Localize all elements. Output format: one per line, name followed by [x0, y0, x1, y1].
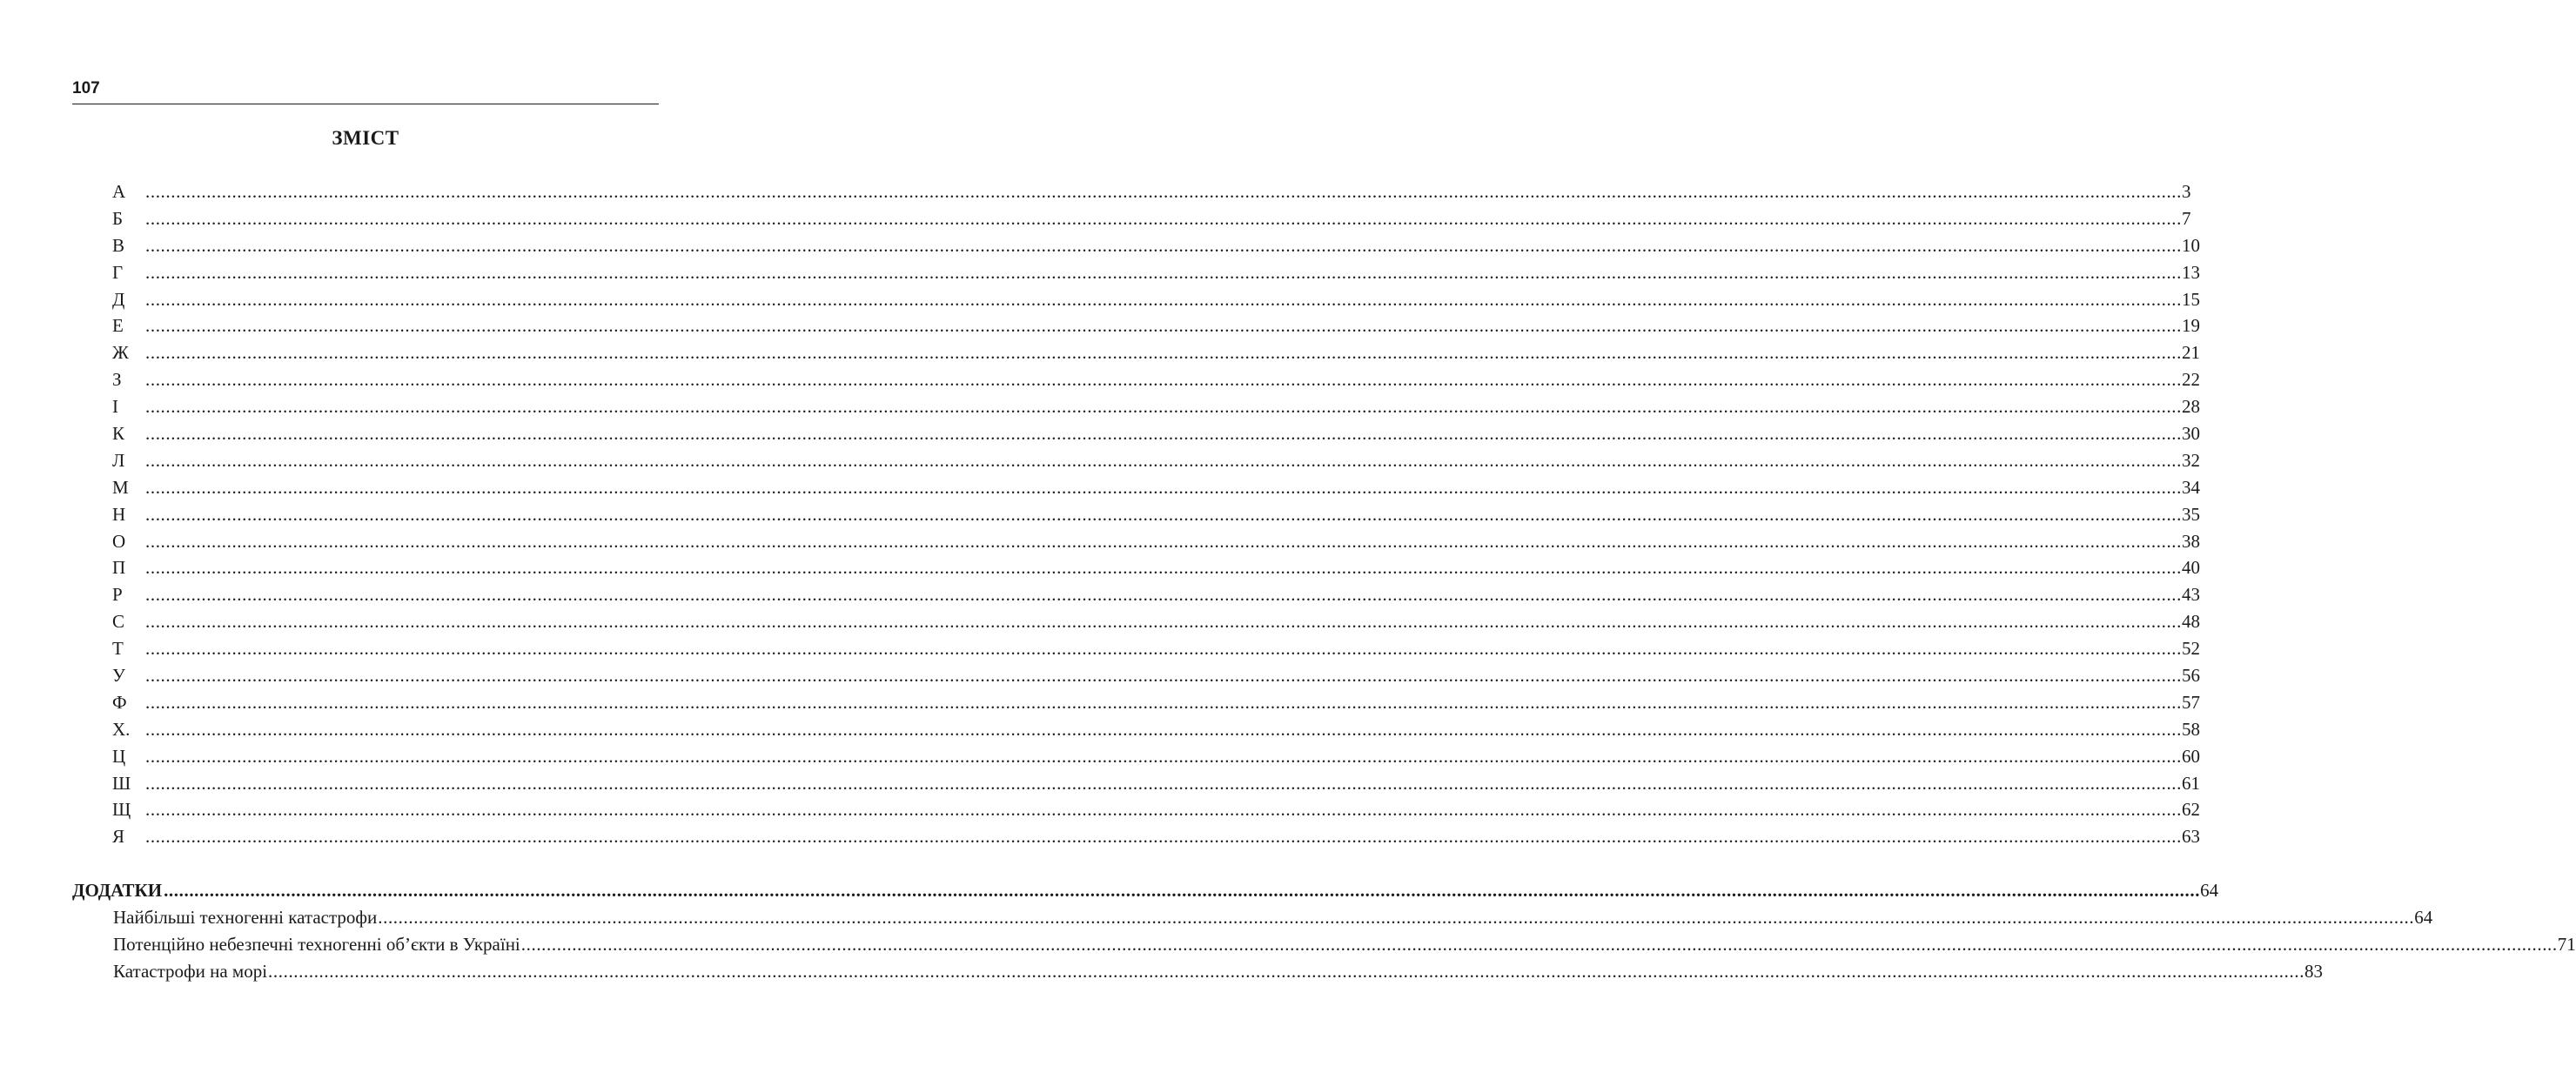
appendix-title: ДОДАТКИ [72, 880, 163, 901]
toc-page-number: 7 [2182, 207, 2191, 229]
toc-row[interactable] [112, 312, 2200, 339]
appendix-item-label: Найбільші техногенні катастрофи [113, 907, 378, 928]
toc-page-number: 61 [2182, 772, 2200, 794]
page-number: 107 [72, 79, 100, 97]
toc-page-number: 30 [2182, 423, 2200, 445]
appendix-items [72, 904, 2576, 985]
toc-row[interactable] [112, 770, 2200, 797]
toc-letter: У [112, 665, 125, 687]
appendix-item[interactable] [113, 958, 2324, 985]
toc-row[interactable] [112, 662, 2200, 689]
toc-row[interactable] [112, 689, 2200, 716]
toc-row[interactable] [112, 635, 2200, 662]
toc-letter: К [112, 423, 125, 445]
toc-letter: Б [112, 207, 124, 229]
dot-leader: ................................................................................................................................................................................................................................................................................................................................................................................................................ [145, 288, 2182, 310]
toc-page-number: 43 [2182, 584, 2200, 606]
dot-leader: ................................................................................................................................................................................................................................................................................................................................................................................................................ [145, 207, 2182, 229]
toc-page-number: 58 [2182, 718, 2200, 740]
toc-row[interactable] [112, 286, 2200, 313]
toc-page-number: 52 [2182, 638, 2200, 660]
dot-leader: ................................................................................................................................................................................................................................................................................................................................................................................................................ [520, 934, 2558, 955]
dot-leader: ................................................................................................................................................................................................................................................................................................................................................................................................................ [145, 261, 2182, 283]
dot-leader: ................................................................................................................................................................................................................................................................................................................................................................................................................ [145, 342, 2182, 364]
toc-page-number: 3 [2182, 181, 2191, 202]
toc-row[interactable] [112, 796, 2200, 823]
toc-row[interactable] [112, 205, 2191, 232]
dot-leader: ................................................................................................................................................................................................................................................................................................................................................................................................................ [145, 315, 2182, 337]
toc-page-number: 60 [2182, 745, 2200, 767]
toc-page-number: 40 [2182, 557, 2200, 579]
toc-letter: Ж [112, 342, 129, 364]
page-title: ЗМІСТ [332, 127, 399, 149]
toc-row[interactable] [112, 259, 2200, 286]
toc-letter: А [112, 181, 126, 202]
toc-letter: Я [112, 826, 125, 848]
dot-leader: ................................................................................................................................................................................................................................................................................................................................................................................................................ [145, 396, 2182, 418]
dot-leader: ................................................................................................................................................................................................................................................................................................................................................................................................................ [145, 691, 2182, 713]
dot-leader: ................................................................................................................................................................................................................................................................................................................................................................................................................ [378, 907, 2415, 928]
toc-row[interactable] [112, 554, 2200, 581]
dot-leader: ................................................................................................................................................................................................................................................................................................................................................................................................................ [145, 584, 2182, 606]
toc-letter: Щ [112, 799, 131, 821]
toc-letter: П [112, 557, 126, 579]
toc-row[interactable] [112, 393, 2200, 420]
toc-row[interactable] [112, 339, 2200, 366]
toc-page-number: 22 [2182, 369, 2200, 391]
appendix-item[interactable] [113, 931, 2576, 958]
dot-leader: ................................................................................................................................................................................................................................................................................................................................................................................................................ [145, 503, 2182, 525]
toc-page-number: 21 [2182, 342, 2200, 364]
appendix-item-label: Потенційно небезпечні техногенні об’єкти в Україні [113, 934, 520, 955]
toc-page-number: 19 [2182, 315, 2200, 337]
toc-letter: Т [112, 638, 124, 660]
toc-page-number: 57 [2182, 691, 2200, 713]
toc-row[interactable] [112, 366, 2200, 393]
appendix-item[interactable] [113, 904, 2433, 931]
toc-letter: В [112, 234, 125, 256]
dot-leader: ................................................................................................................................................................................................................................................................................................................................................................................................................ [145, 665, 2182, 687]
dot-leader: ................................................................................................................................................................................................................................................................................................................................................................................................................ [145, 611, 2182, 633]
toc-page-number: 63 [2182, 826, 2200, 848]
toc-letter: Ф [112, 691, 127, 713]
toc-page-number: 34 [2182, 476, 2200, 498]
appendix-item-page: 64 [2414, 907, 2433, 928]
toc-letter: Г [112, 261, 124, 283]
toc-row[interactable] [112, 716, 2200, 743]
toc-row[interactable] [112, 823, 2200, 850]
dot-leader: ................................................................................................................................................................................................................................................................................................................................................................................................................ [145, 181, 2182, 202]
toc-letter: І [112, 396, 118, 418]
toc-row[interactable] [112, 608, 2200, 635]
toc-letter: Ш [112, 772, 131, 794]
appendix-section [72, 877, 2576, 985]
toc-row[interactable] [112, 581, 2200, 608]
toc-letter: Р [112, 584, 123, 606]
toc-page-number: 62 [2182, 799, 2200, 821]
toc-letter: Л [112, 449, 125, 471]
toc-letter: Д [112, 288, 125, 310]
toc-letter: З [112, 369, 122, 391]
toc-row[interactable] [112, 232, 2200, 259]
dot-leader: ................................................................................................................................................................................................................................................................................................................................................................................................................ [145, 423, 2182, 445]
toc-page-number: 28 [2182, 396, 2200, 418]
toc-letter: М [112, 476, 129, 498]
dot-leader: ................................................................................................................................................................................................................................................................................................................................................................................................................ [268, 961, 2305, 982]
toc-page-number: 38 [2182, 530, 2200, 552]
dot-leader: ................................................................................................................................................................................................................................................................................................................................................................................................................ [145, 530, 2182, 552]
toc-row[interactable] [112, 474, 2200, 501]
dot-leader: ................................................................................................................................................................................................................................................................................................................................................................................................................ [145, 449, 2182, 471]
toc-letter: Н [112, 503, 126, 525]
toc-page-number: 48 [2182, 611, 2200, 633]
dot-leader: ................................................................................................................................................................................................................................................................................................................................................................................................................ [145, 557, 2182, 579]
appendix-item-page: 71 [2557, 934, 2576, 955]
toc-letter: Е [112, 315, 124, 337]
toc-row[interactable] [112, 420, 2200, 447]
toc-letter: С [112, 611, 125, 633]
toc-letter: Х. [112, 718, 131, 740]
toc-row[interactable] [112, 178, 2191, 205]
toc-page-number: 32 [2182, 449, 2200, 471]
dot-leader: ................................................................................................................................................................................................................................................................................................................................................................................................................ [145, 369, 2182, 391]
dot-leader: ................................................................................................................................................................................................................................................................................................................................................................................................................ [145, 234, 2182, 256]
toc-page-number: 15 [2182, 288, 2200, 310]
dot-leader: ................................................................................................................................................................................................................................................................................................................................................................................................................ [145, 638, 2182, 660]
toc-row[interactable] [112, 447, 2200, 474]
appendix-heading-row[interactable] [72, 877, 2219, 904]
toc-row[interactable] [112, 743, 2200, 770]
toc-page-number: 13 [2182, 261, 2200, 283]
toc-row[interactable] [112, 528, 2200, 555]
toc-page-number: 56 [2182, 665, 2200, 687]
table-of-contents [112, 178, 2200, 850]
toc-letter: Ц [112, 745, 126, 767]
dot-leader: ................................................................................................................................................................................................................................................................................................................................................................................................................ [164, 880, 2201, 901]
dot-leader: ................................................................................................................................................................................................................................................................................................................................................................................................................ [145, 745, 2182, 767]
toc-letter: О [112, 530, 126, 552]
toc-row[interactable] [112, 501, 2200, 528]
dot-leader: ................................................................................................................................................................................................................................................................................................................................................................................................................ [145, 476, 2182, 498]
dot-leader: ................................................................................................................................................................................................................................................................................................................................................................................................................ [145, 799, 2182, 821]
appendix-item-label: Катастрофи на морі [113, 961, 268, 982]
dot-leader: ................................................................................................................................................................................................................................................................................................................................................................................................................ [145, 718, 2182, 740]
dot-leader: ................................................................................................................................................................................................................................................................................................................................................................................................................ [145, 772, 2182, 794]
toc-page-number: 35 [2182, 503, 2200, 525]
appendix-item-page: 83 [2304, 961, 2324, 982]
toc-page-number: 10 [2182, 234, 2200, 256]
dot-leader: ................................................................................................................................................................................................................................................................................................................................................................................................................ [145, 826, 2182, 848]
appendix-page: 64 [2200, 880, 2219, 901]
